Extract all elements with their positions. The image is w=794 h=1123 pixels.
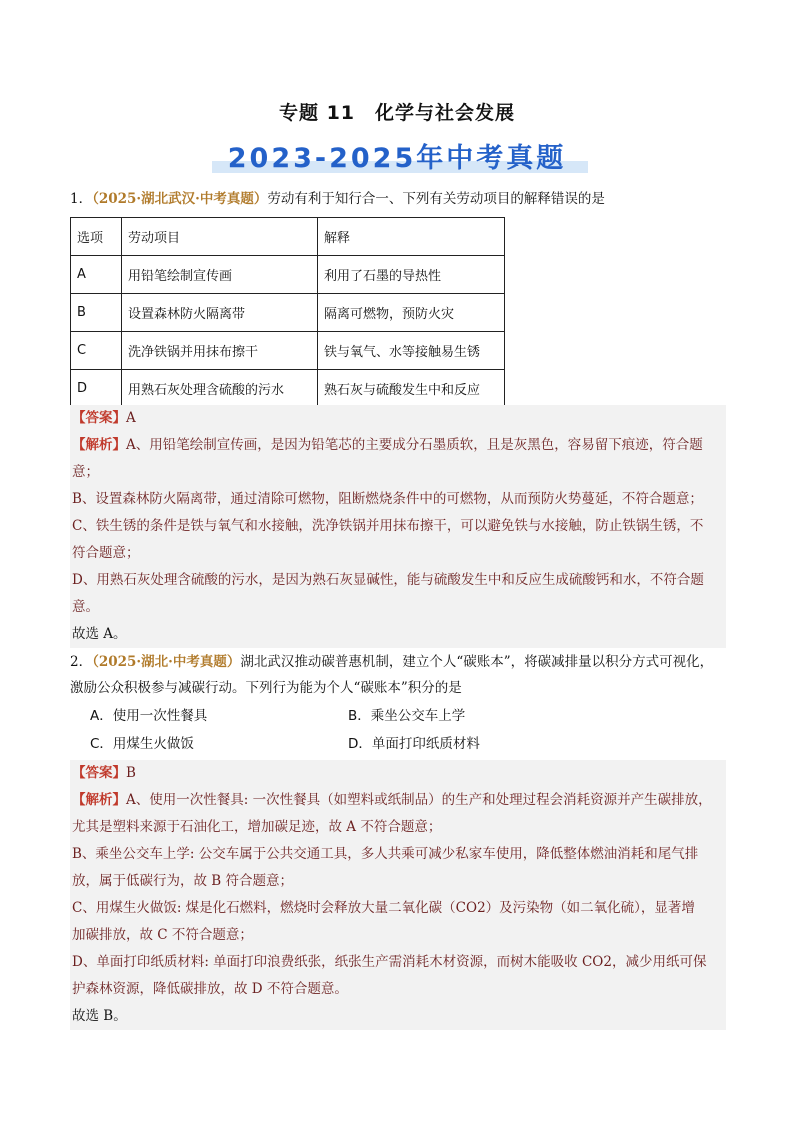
question-text: 激励公众积极参与减碳行动。下列行为能为个人“碳账本”积分的是 — [70, 680, 462, 696]
question-1-table — [70, 217, 505, 408]
question-source: （2025·湖北·中考真题） — [92, 654, 241, 670]
question-2-options — [90, 703, 710, 759]
table-cell: 利用了石墨的导热性 — [318, 256, 505, 294]
answer-value: B — [126, 765, 136, 781]
option-d[interactable]: D．单面打印纸质材料 — [348, 736, 480, 752]
analysis-text: D、单面打印纸质材料: 单面打印浪费纸张，纸张生产需消耗木材资源，而树木能吸收 CO2，减少用纸可保 — [72, 954, 707, 970]
table-cell: 洗净铁锅并用抹布擦干 — [122, 332, 318, 370]
table-row — [71, 294, 505, 332]
question-text: 劳动有利于知行合一、下列有关劳动项目的解释错误的是 — [267, 191, 605, 207]
banner-label — [222, 136, 573, 175]
analysis-text: C、铁生锈的条件是铁与氧气和水接触，洗净铁锅并用抹布擦干，可以避免铁与水接触，防止铁锅生锈，不 — [72, 518, 704, 534]
analysis-text: B、设置森林防火隔离带，通过清除可燃物，阻断燃烧条件中的可燃物，从而预防火势蔓延，不符合题意； — [72, 491, 703, 507]
table-cell: A — [71, 256, 122, 294]
table-cell: 隔离可燃物，预防火灾 — [318, 294, 505, 332]
table-cell: 设置森林防火隔离带 — [122, 294, 318, 332]
question-number: 1． — [70, 191, 93, 207]
table-cell: B — [71, 294, 122, 332]
option-b[interactable]: B．乘坐公交车上学 — [348, 708, 466, 724]
table-cell: 用铅笔绘制宣传画 — [122, 256, 318, 294]
analysis-text: 意； — [72, 464, 99, 480]
table-cell: 铁与氧气、水等接触易生锈 — [318, 332, 505, 370]
table-header-row — [71, 218, 505, 256]
analysis-text: D、用熟石灰处理含硫酸的污水，是因为熟石灰显碱性，能与硫酸发生中和反应生成硫酸钙和水，不符合题 — [72, 572, 704, 588]
question-number: 2． — [70, 654, 93, 670]
answer-line — [72, 405, 724, 432]
question-1-answer-block — [70, 405, 726, 648]
option-c[interactable]: C．用煤生火做饭 — [90, 736, 194, 752]
analysis-text: 放，属于低碳行为，故 B 符合题意； — [72, 873, 294, 889]
answer-tag: 【答案】 — [72, 410, 126, 426]
table-header: 选项 — [71, 218, 122, 256]
table-cell: C — [71, 332, 122, 370]
question-1-stem — [70, 186, 730, 212]
analysis-text: A、用铅笔绘制宣传画，是因为铅笔芯的主要成分石墨质软，且是灰黑色，容易留下痕迹，符合题 — [126, 437, 703, 453]
table-header: 劳动项目 — [122, 218, 318, 256]
table-row — [71, 256, 505, 294]
analysis-line — [72, 432, 724, 459]
page-title: 专题 11 化学与社会发展 — [278, 102, 516, 124]
banner-text: 2023-2025年中考真题 — [227, 143, 567, 174]
answer-tag: 【答案】 — [72, 765, 126, 781]
analysis-tag: 【解析】 — [72, 792, 126, 808]
analysis-text: 意。 — [72, 599, 99, 615]
conclusion-text: 故选 A。 — [72, 626, 127, 642]
analysis-text: 尤其是塑料来源于石油化工，增加碳足迹，故 A 不符合题意； — [72, 819, 442, 835]
table-cell: 熟石灰与硫酸发生中和反应 — [318, 370, 505, 408]
analysis-text: A、使用一次性餐具: 一次性餐具（如塑料或纸制品）的生产和处理过程会消耗资源并产生碳排放， — [126, 792, 712, 808]
table-row — [71, 332, 505, 370]
table-header: 解释 — [318, 218, 505, 256]
question-2-answer-block — [70, 760, 726, 1030]
table-cell: D — [71, 370, 122, 408]
answer-value: A — [126, 410, 136, 426]
question-source: （2025·湖北武汉·中考真题） — [92, 191, 268, 207]
analysis-text: B、乘坐公交车上学: 公交车属于公共交通工具，多人共乘可减少私家车使用，降低整体燃油消耗和尾气排 — [72, 846, 699, 862]
analysis-text: 符合题意； — [72, 545, 140, 561]
analysis-text: 加碳排放，故 C 不符合题意； — [72, 927, 253, 943]
question-2-stem — [70, 649, 730, 701]
option-a[interactable]: A．使用一次性餐具 — [90, 708, 208, 724]
analysis-tag: 【解析】 — [72, 437, 126, 453]
question-text: 湖北武汉推动碳普惠机制，建立个人“碳账本”，将碳减排量以积分方式可视化， — [240, 654, 714, 670]
analysis-line — [72, 787, 724, 814]
exam-banner — [0, 136, 794, 175]
analysis-text: 护森林资源，降低碳排放，故 D 不符合题意。 — [72, 981, 348, 997]
table-cell: 用熟石灰处理含硫酸的污水 — [122, 370, 318, 408]
conclusion-text: 故选 B。 — [72, 1008, 127, 1024]
analysis-text: C、用煤生火做饭: 煤是化石燃料，燃烧时会释放大量二氧化碳（CO2）及污染物（如二氧化硫），显著增 — [72, 900, 695, 916]
table-row — [71, 370, 505, 408]
answer-line — [72, 760, 724, 787]
